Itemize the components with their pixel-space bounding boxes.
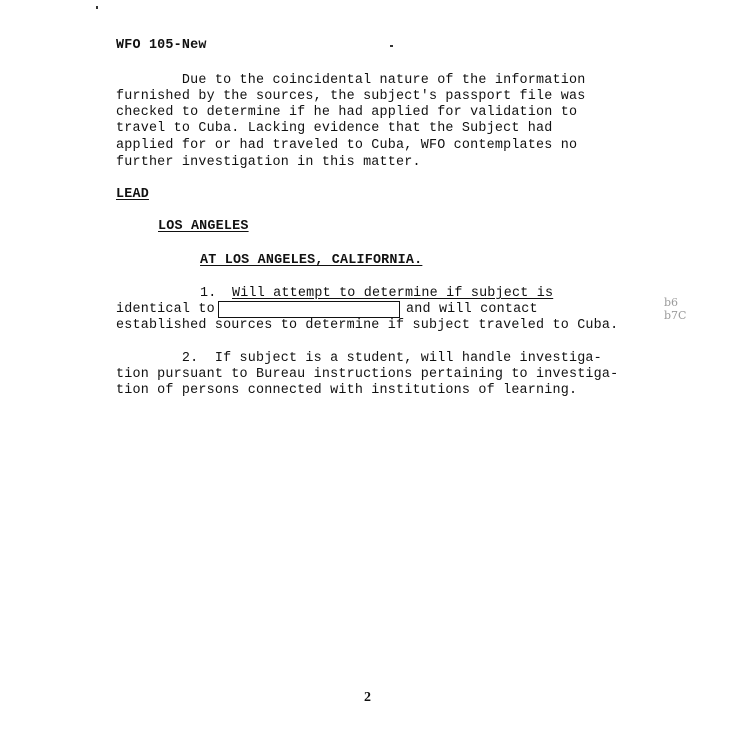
item2-line: 2. If subject is a student, will handle investiga- [116,351,602,366]
paragraph-line: travel to Cuba. Lacking evidence that the Subject had [116,121,553,136]
location-heading: AT LOS ANGELES, CALIFORNIA. [200,253,423,268]
item2-line: tion of persons connected with institutions of learning. [116,383,578,398]
item2-line: tion pursuant to Bureau instructions pertaining to investiga- [116,367,619,382]
scan-speck [96,6,98,9]
item1-number: 1. [200,286,217,301]
item1-line2-end: and will contact [406,302,538,317]
paragraph-line: checked to determine if he had applied for validation to [116,105,578,120]
office-heading: LOS ANGELES [158,219,249,234]
paragraph-line: further investigation in this matter. [116,155,421,170]
file-number: WFO 105-New [116,38,207,53]
page-number: 2 [364,690,371,705]
item1-line3: established sources to determine if subject traveled to Cuba. [116,318,619,333]
redaction-box [218,301,400,318]
paragraph-line: furnished by the sources, the subject's passport file was [116,89,586,104]
paragraph-line: applied for or had traveled to Cuba, WFO contemplates no [116,138,578,153]
item1-underlined-text: Will attempt to determine if subject is [232,286,554,301]
margin-note-b6: b6 [664,296,679,309]
lead-heading: LEAD [116,187,149,202]
margin-note-b7c: b7C [664,309,687,322]
item1-line2-start: identical to [116,302,215,317]
scan-speck [390,45,393,47]
paragraph-line: Due to the coincidental nature of the information [116,73,586,88]
